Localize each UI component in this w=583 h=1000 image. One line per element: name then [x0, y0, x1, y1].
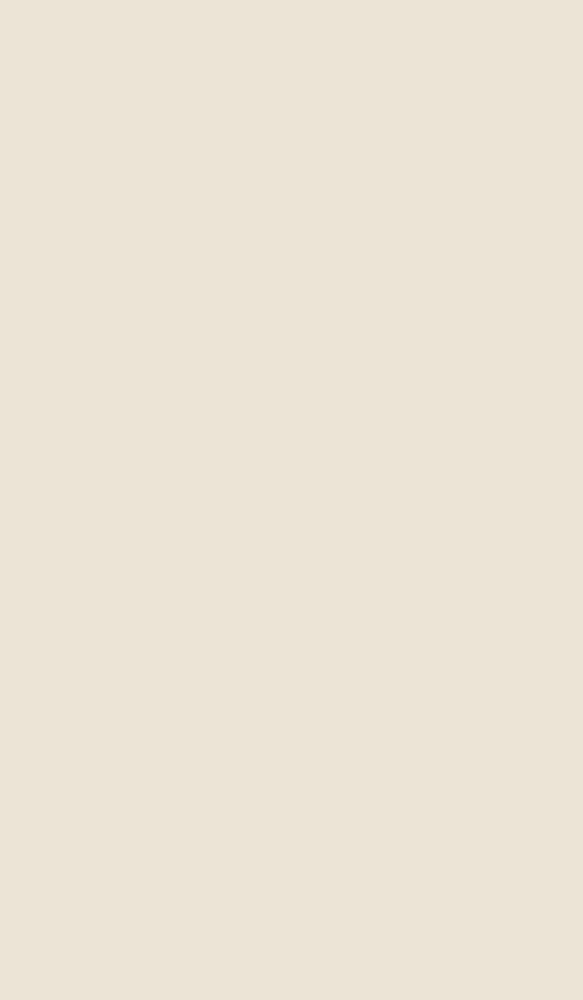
- granulometric-chart: [0, 262, 583, 562]
